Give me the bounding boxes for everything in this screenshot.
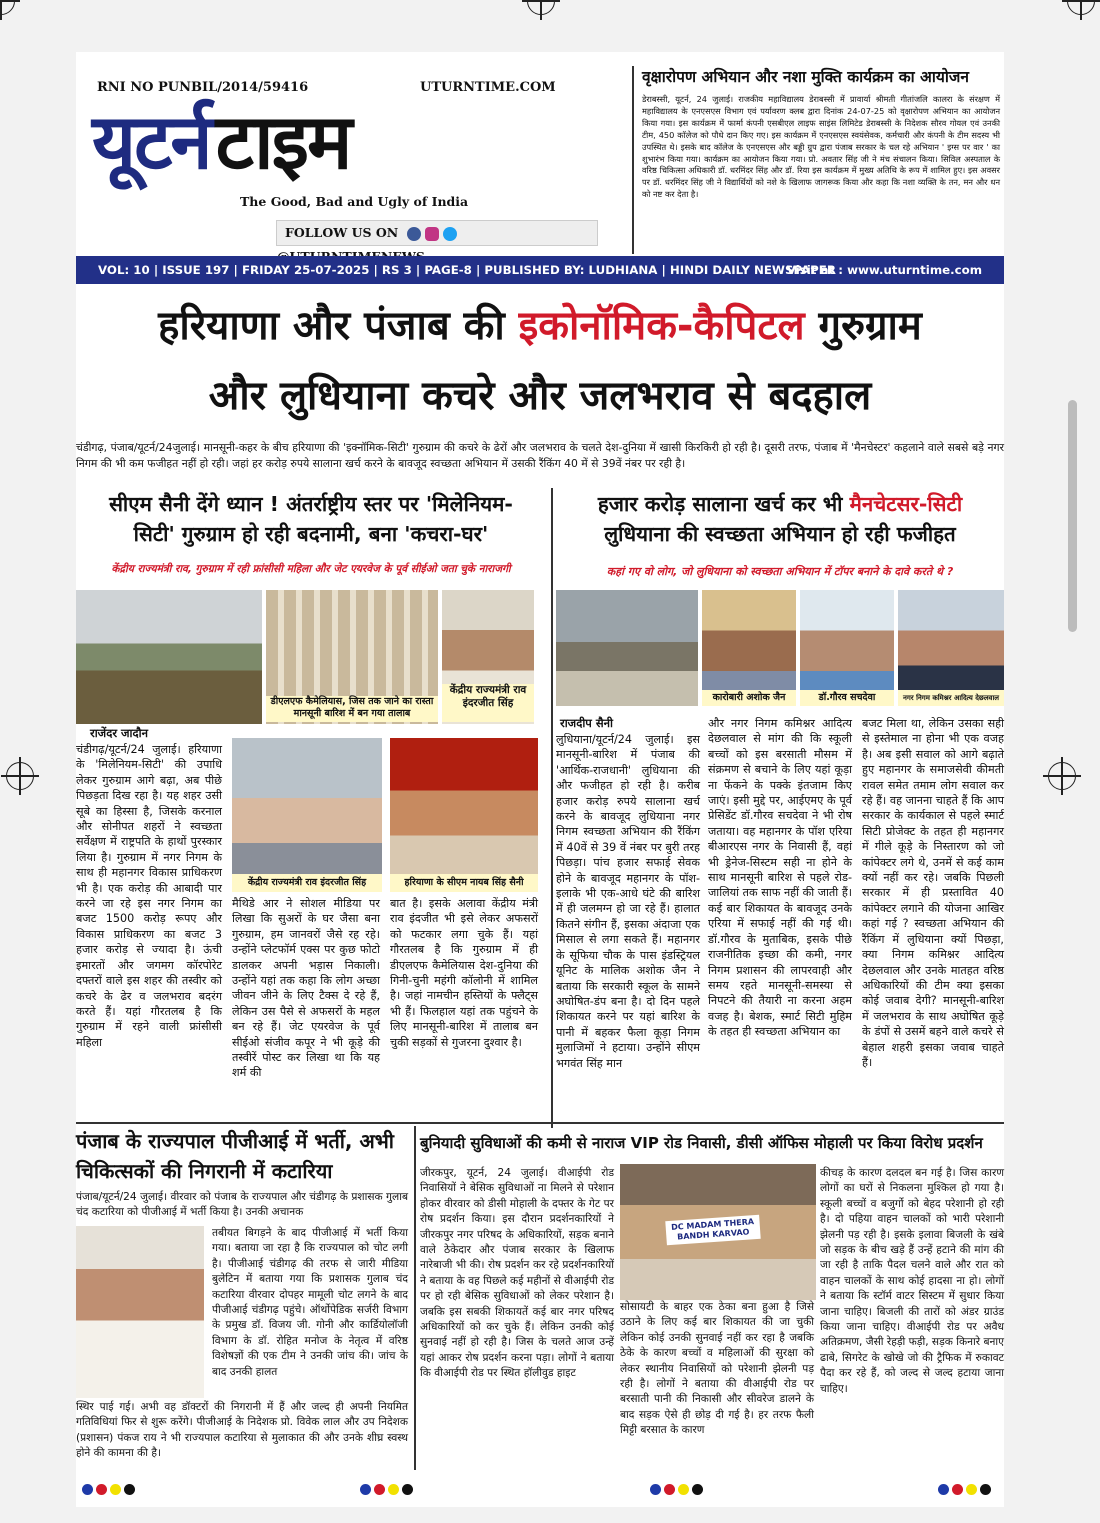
ludhiana-waste-photo — [556, 590, 698, 706]
left-story-col1: चंडीगढ़/यूटर्न/24 जुलाई। हरियाणा के 'मिलेनियम-सिटी' की उपाधि लेकर गुरुग्राम आगे बढ़ा, अब पीछे पिछड़ता दिख रहा है। यह शहर उसी सूबे का हिस्सा है, जिसके करनाल और सोनीपत शहरों ने स्वच्छता सर्वेक्षण में राष्ट्रपति के हाथों पुरस्कार लिया है। गुरुग्राम में नगर निगम के साथ ही महानगर विकास प्राधिकरण भी है। एक करोड़ की आबादी पार करने जा रहे इस नगर निगम का बजट 1500 करोड़ रूपए और विकास प्राधिकरण का बजट 3 हजार करोड़ से ज्यादा है। ऊंची इमारतों और जगमग कॉरपोरेट दफ्तरों वाले इस शहर की तस्वीर को कचरे के ढेर व जलभराव बदरंग करते हैं। यहां गौरतलब है कि गुरुग्राम में रहने वाली फ्रांसीसी महिला — [76, 743, 222, 1049]
governor-headline-2: चिकित्सकों की निगरानी में कटारिया — [76, 1159, 333, 1183]
right-story-headline-2: लुधियाना की स्वच्छता अभियान हो रही फजीहत — [604, 522, 956, 546]
registration-mark — [1067, 0, 1095, 15]
website-link[interactable]: Visit at : www.uturntime.com — [786, 263, 982, 277]
ashok-jain-photo — [702, 590, 796, 706]
aditya-dechhalwal-photo — [898, 590, 1004, 706]
lead-headline-line1 — [76, 300, 1004, 352]
protest-banner: DC MADAM THERA BANDH KARVAO — [665, 1215, 760, 1245]
nayab-saini-photo — [390, 738, 538, 888]
column-divider — [414, 1126, 416, 1470]
lead-headline-highlight: इकोनॉमिक-कैपिटल — [518, 303, 805, 349]
lead-intro: चंडीगढ़, पंजाब/यूटर्न/24जुलाई। मानसूनी-कहर के बीच हरियाणा की 'इक्नॉमिक-सिटी' गुरुग्राम की कचरे के ढेरों और जलभराव के चलते देश-दुनिया में खासी किरकिरी हो रही है। दूसरी तरफ, पंजाब में 'मैनचेस्टर' कहलाने वाले सबसे बड़े नगर निगम की भी कम फजीहत नहीं हो रही। जहां हर करोड़ रुपये सालाना खर्च करने के बावजूद स्वच्छता अभियान में उसकी रैंकिंग 40 में से 39वें नंबर पर रही है। — [76, 441, 1004, 470]
logo-part2: टाइम — [215, 97, 351, 186]
left-byline: राजेंदर जादौन — [90, 726, 149, 740]
color-dots — [938, 1480, 994, 1499]
right-byline: राजदीप सैनी — [560, 716, 613, 730]
info-bar — [76, 256, 1004, 284]
registration-mark — [0, 0, 15, 15]
lead-headline-part: हरियाणा और पंजाब की — [158, 303, 505, 349]
tagline: The Good, Bad and Ugly of India — [240, 194, 469, 209]
photo-caption: डॉ.गौरव सचदेवा — [800, 690, 894, 706]
vip-road-text-c: कीचड़ के कारण दलदल बन गई है। जिस कारण लोगों का घरों से निकलना मुश्किल हो गया है। स्कूली बच्चों व बजुर्गो को बेहद परेशानी हो रही है। दो पहिया वाहन चालकों को भारी परेशानी झेलनी पड़ रही है। इसके इलावा बिजली के खंबे जो सड़क के बीच खड़े हैं उन्हें हटाने की मांग की जा रही है ताकि पैदल चलने वाले और रात को वाहन चालकों के साथ कोई हादसा ना हो। लोगों ने बताया कि स्टॉर्म वाटर सिस्टम में सुधार किया जाना चाहिए। बिजली की तारों को अंडर ग्राउंड किया जाना चाहिए। वीआईपी रोड पर अवैध अतिक्रमण, जैसी रेहड़ी फड़ी, सड़क किनारे बनाए ढाबे, सिगरेट के खोखे जो की ट्रैफिक में रुकावट पैदा कर रहे हैं, को जल्द से जल्द हटाया जाना चाहिए। — [820, 1167, 1004, 1395]
follow-label: FOLLOW US ON — [285, 225, 399, 240]
governor-text-top: पंजाब/यूटर्न/24 जुलाई। वीरवार को पंजाब के राज्यपाल और चंडीगढ़ के प्रशासक गुलाब चंद कटारिया को पीजीआई में भर्ती किया है। उनकी अचानक — [76, 1191, 409, 1219]
instagram-icon[interactable] — [425, 227, 439, 241]
logo-part1: यूटर्न — [92, 97, 211, 186]
registration-mark — [6, 762, 34, 790]
governor-text-side: तबीयत बिगड़ने के बाद पीजीआई में भर्ती किया गया। बताया जा रहा है कि राज्यपाल को चोट लगी है। पीजीआई चंडीगढ़ की तरफ से जारी मीडिया बुलेटिन में बताया गया कि प्रशासक गुलाब चंद कटारिया वीरवार दोपहर मामूली चोट लगने के बाद पीजीआई चंडीगढ़ पहुंचे। ऑर्थोपेडिक सर्जरी विभाग के प्रमुख डॉ. विजय जी. गोनी और कार्डियोलॉजी विभाग के डॉ. रोहित मनोज के नेतृत्व में वरिष्ठ विशेषज्ञों की एक टीम ने उनकी जांच की। जांच के बाद उनकी हालत — [212, 1227, 408, 1378]
right-headline-highlight: मैनचेटसर-सिटी — [849, 492, 963, 516]
photo-caption: हरियाणा के सीएम नायब सिंह सैनी — [390, 874, 538, 892]
follow-bar — [276, 220, 598, 246]
protest-photo — [620, 1164, 816, 1300]
scrollbar-thumb[interactable] — [1068, 400, 1077, 632]
photo-caption: डीएलएफ कैमेलियास, जिस तक जाने का रास्ता मानसूनी बारिश में बन गया तालाब — [266, 696, 438, 722]
lead-headline-line2: और लुधियाना कचरे और जलभराव से बदहाल — [208, 373, 872, 419]
governor-kataria-photo — [76, 1226, 204, 1398]
column-divider — [551, 488, 553, 1128]
governor-text-bottom: स्थिर पाई गई। अभी वह डॉक्टरों की निगरानी में हैं और जल्द ही अपनी नियमित गतिविधियां फिर से शुरू करेंगे। पीजीआई के निदेशक प्रो. विवेक लाल और उप निदेशक (प्रशासन) पंकज राय ने भी राज्यपाल कटारिया से मुलाकात की और उनके शीघ्र स्वस्थ होने की कामना की है। — [76, 1401, 408, 1460]
twitter-icon[interactable] — [443, 227, 457, 241]
color-dots — [82, 1480, 138, 1499]
right-headline-part: हजार करोड़ सालाना खर्च कर भी — [597, 492, 843, 516]
left-story-col2: मैथिडे आर ने सोशल मीडिया पर लिखा कि सुअरों के घर जैसा बना गुरुग्राम, हम जानवरों जैसे रह रहे। उन्होंने प्लेटफॉर्म एक्स पर कुछ फोटो डालकर अपनी भड़ास निकाली। उन्होंने यहां तक कहा कि लोग अच्छा जीवन जीने के लिए टैक्स दे रहे हैं, लेकिन उस पैसे से अफसरों के महल बन रहे हैं। जेट एयरवेज के पूर्व सीईओ संजीव कपूर ने भी कूड़े की तस्वीरें पोस्ट कर लिखा था कि यह शर्म की — [232, 897, 380, 1080]
right-story-col1: लुधियाना/यूटर्न/24 जुलाई। इस मानसूनी-बारिश में पंजाब की 'आर्थिक-राजधानी' लुधियाना की और फजीहत हो रही है। करीब हजार करोड़ रुपये सालाना खर्च करने के बावजूद लुधियाना नगर निगम स्वच्छता अभियान की रैंकिंग में 40वें से 39 वें नंबर पर बुरी तरह पिछड़ा। पांच हजार सफाई सेवक होने के बावजूद महानगर के पॉश-इलाके भी एक-आधे घंटे की बारिश में ही जलमग्न हो जा रहे हैं। हालात कितने संगीन हैं, इसका अंदाजा एक मिसाल से लगा सकते हैं। महानगर के सूफिया चौक के पास इंडस्ट्रियल यूनिट के मालिक अशोक जैन ने बताया कि सरकारी स्कूल के सामने अघोषित-डंप बना है। दो दिन पहले शिकायत करने पर यहां बारिश के पानी में बहकर फैला कूड़ा निगम मुलाजिमों ने हटाया। उन्होंने सीएम भगवंत सिंह मान — [556, 733, 700, 1070]
right-story-col3: बजट मिला था, लेकिन उसका सही से इस्तेमाल ना होना भी एक वजह है। अब इसी सवाल को आगे बढ़ाते हुए महानगर के समाजसेवी कीमती रावल समेत तमाम लोग सवाल कर रहे हैं। वह जानना चाहते हैं कि आप सरकार के कार्यकाल से पहले स्मार्ट सिटी प्रोजेक्ट के तहत ही महानगर में गीले कूड़े के निस्तारण को जो कांपेक्टर लगे थे, उनमें से कई काम क्यों नहीं कर रहे। जबकि पिछली सरकार में ही प्रस्तावित 40 कांपेक्टर लगाने की योजना आखिर कहां गई ? स्वच्छता अभियान की रैंकिंग में लुधियाना क्यों पिछड़ा, क्या निगम कमिश्नर आदित्य देछलवाल और उनके मातहत वरिष्ठ अधिकारियों की टीम क्या इसका कोई जवाब देगी? मानसूनी-बारिश में जलभराव के साथ अघोषित कूड़े के डंपों से उसमें बहने वाले कचरे से बेहाल शहरी इसका जवाब चाहते हैं। — [862, 717, 1004, 1069]
garbage-photo — [76, 590, 262, 724]
right-story-subhead: कहां गए वो लोग, जो लुधियाना को स्वच्छता अभियान में टॉपर बनाने के दावे करते थे ? — [606, 565, 954, 578]
photo-caption: केंद्रीय राज्यमंत्री राव इंदरजीत सिंह — [232, 874, 382, 892]
rao-inderjit-photo-2 — [232, 738, 382, 888]
vip-road-headline: बुनियादी सुविधाओं की कमी से नाराज VIP रोड निवासी, डीसी ऑफिस मोहाली पर किया विरोध प्रदर्शन — [420, 1134, 983, 1152]
governor-headline-1: पंजाब के राज्यपाल पीजीआई में भर्ती, अभी — [76, 1129, 394, 1153]
section-divider — [76, 1122, 1004, 1124]
left-story-subhead: केंद्रीय राज्यमंत्री राव, गुरुग्राम में रही फ्रांसीसी महिला और जेट एयरवेज के पूर्व सीईओ जता चुके नाराजगी — [111, 563, 511, 575]
site-url-top: UTURNTIME.COM — [420, 80, 556, 95]
registration-mark — [1048, 762, 1076, 790]
top-story-body: डेराबस्सी, यूटर्न, 24 जुलाई। राजकीय महाविद्यालय डेराबस्सी में प्रावार्या श्रीमती गीतांजलि कालरा के संरक्षण में महाविद्यालय के एनएसएस विभाग एवं पर्यावरण क्लब द्वारा दिनांक 24-07-25 को वृक्षारोपण अभियान का आयोजन किया गया। इस कार्यक्रम में फार्मा कंपनी एसबीएल लाइफ साइंस लिमिटेड डेराबस्सी के निदेशक सौरव गोयल एवं उनकी टीम, 450 कॉलेज को पौधे दान किए गए। इस कार्यक्रम में एनएसएस स्वयंसेवक, कर्मचारी और कंपनी के टीम सदस्य भी उपस्थित थे। इसके बाद कॉलेज के एनएसएस और बड्डी ग्रुप द्वारा पंजाब सरकार के चल रहे अभियान ' इग्स पर वार ' का शुभारंभ किया गया। कार्यक्रम का आयोजन किया गया। प्रो. अवतार सिंह जी ने मंच संचालन किया। सिविल अस्पताल के वरिष्ठ चिकित्सा अधिकारी डॉ. धरमिंदर सिंह और डॉ. रिया इस कार्यक्रम में मुख्य अतिथि के रूप में शामिल हुए। इस अवसर पर डॉ. धरमिंदर सिंह जी ने विद्यार्थियों को नशे के खिलाफ जागरूक किया और कहा कि नशा व्यक्ति के तन, मन और धन को नष्ट कर देता है। — [642, 94, 1000, 200]
vip-road-text-a2 — [420, 1300, 614, 1468]
logo — [92, 86, 612, 198]
photo-caption: कारोबारी अशोक जैन — [702, 690, 796, 706]
color-dots — [650, 1480, 706, 1499]
right-story-headline-1 — [556, 490, 1004, 518]
rni-number: RNI NO PUNBIL/2014/59416 — [97, 80, 309, 95]
top-story-box — [632, 66, 1000, 254]
registration-mark — [527, 0, 555, 15]
vip-road-text-a: जीरकपुर, यूटर्न, 24 जुलाई। वीआईपी रोड निवासियों ने बेसिक सुविधाओं ना मिलने से परेशान होकर वीरवार को डीसी मोहाली के दफ्तर के गेट पर रोष प्रदर्शन किया। इस दौरान प्रदर्शनकारियों ने जीरकपुर नगर परिषद के अधिकारियों, सड़क बनाने वाले ठेकेदार और पंजाब सरकार के खिलाफ नारेबाजी भी की। रोष प्रदर्शन कर रहे प्रदर्शनकारियों ने बताया के वह पिछले कई महीनों से वीआईपी रोड पर हो रही बेसिक सुविधाओं को लेकर परेशान है। जबकि इस सबकी शिकायतें कई बार नगर परिषद अधिकारियों को कर चुके हैं। लेकिन उनकी कोई सुनवाई नहीं हो रही है। जिस के चलते आज उन्हें यहां आकर रोष प्रदर्शन करना पड़ा। लोगों ने बताया कि वीआईपी रोड पर स्थित हॉलीवुड हाइट — [420, 1167, 614, 1380]
color-dots — [360, 1480, 416, 1499]
left-story-headline-2: सिटी' गुरुग्राम हो रही बदनामी, बना 'कचरा-घर' — [133, 522, 489, 546]
left-story-headline-1: सीएम सैनी देंगे ध्यान ! अंतर्राष्ट्रीय स्तर पर 'मिलेनियम- — [109, 492, 513, 516]
photo-caption: केंद्रीय राज्यमंत्री राव इंदरजीत सिंह — [442, 684, 534, 722]
vip-road-text-b: सोसायटी के बाहर एक ठेका बना हुआ है जिसे उठाने के लिए कई बार शिकायत की जा चुकी लेकिन कोई उनकी सुनवाई नहीं कर रहा है जबकि ठेके के कारण बच्चों व महिलाओं की सुरक्षा को लेकर स्थानीय निवासियों को परेशानी झेलनी पड़ रही है। लोगों ने बताया की वीआईपी रोड पर बरसाती पानी की निकासी और सीवरेज डालने के बाद सड़क ऐसे ही छोड़ दी गई है। हर तरफ फैली मिट्टी बरसात के कारण — [620, 1301, 814, 1437]
gaurav-sachdeva-photo — [800, 590, 894, 706]
top-story-title: वृक्षारोपण अभियान और नशा मुक्ति कार्यक्रम का आयोजन — [642, 68, 969, 86]
issue-info: VOL: 10 | ISSUE 197 | FRIDAY 25-07-2025 | RS 3 | PAGE-8 | PUBLISHED BY: LUDHIANA | HINDI DAILY NEWSPAPER — [98, 263, 836, 277]
right-story-col2: और नगर निगम कमिश्नर आदित्य देछलवाल से मांग की कि स्कूली बच्चों को इस बरसाती मौसम में संक्रमण से बचाने के लिए यहां कूड़ा ना फेंकने के पक्के इंतजाम किए जाएं। इसी मुद्दे पर, आईएमए के पूर्व प्रेसिडेंट डॉ.गौरव सचदेवा ने भी रोष जताया। वह महानगर के पॉश एरिया बीआरएस नगर के निवासी हैं, वहां भी ड्रेनेज-सिस्टम सही ना होने के साथ मानसूनी बारिश से पहले रोड-जालियां तक साफ नहीं की जाती हैं। कई बार शिकायत के बावजूद उनके एरिया में सफाई नहीं की गई थी। डॉ.गौरव के मुताबिक, इसके पीछे राजनीतिक इच्छा की कमी, नगर निगम प्रशासन की लापरवाही और समय रहते मानसूनी-समस्या से निपटने की तैयारी ना करना अहम वजह है। बेशक, स्मार्ट सिटी मुहिम के तहत ही स्वच्छता अभियान का — [708, 717, 852, 1039]
photo-caption: नगर निगम कमिश्नर आदित्य देछलवाल — [898, 690, 1004, 706]
lead-headline-part: गुरुग्राम — [818, 303, 922, 349]
facebook-icon[interactable] — [407, 227, 421, 241]
left-story-col3: बात है। इसके अलावा केंद्रीय मंत्री राव इंदजीत भी इसे लेकर अफसरों को फटकार लगा चुके हैं। यहां गौरतलब है कि गुरुग्राम में ही डीएलएफ कैमेलियास देश-दुनिया की गिनी-चुनी महंगी कॉलोनी में शामिल है। जहां नामचीन हस्तियों के फ्लैट्स भी हैं। फिलहाल यहां तक पहुंचने के लिए मानसूनी-बारिश में तालाब बन चुकी सड़कों से गुजरना दुश्वार है। — [390, 897, 538, 1049]
